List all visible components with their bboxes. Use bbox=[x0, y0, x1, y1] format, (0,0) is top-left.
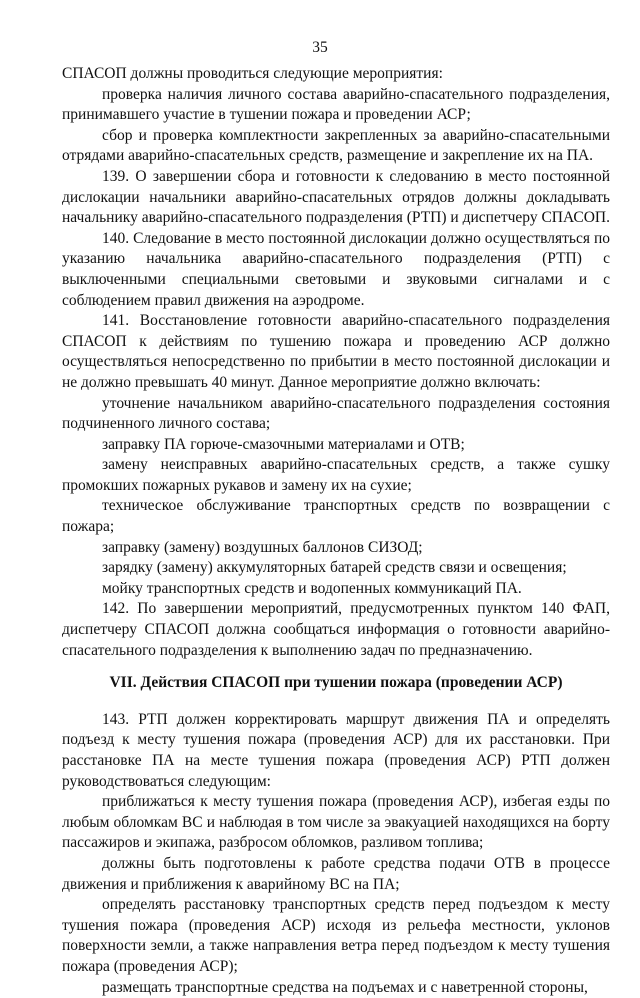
paragraph: уточнение начальником аварийно-спасательного подразделения состояния подчиненного личного состава; bbox=[62, 394, 610, 433]
paragraph: мойку транспортных средств и водопенных коммуникаций ПА. bbox=[102, 579, 522, 597]
paragraph: 141. Восстановление готовности аварийно-спасательного подразделения СПАСОП к действиям по тушению пожара и проведению АСР должно осуществляться непосредственно по прибытии в место постоянной дислокации и не должно превышать 40 минут. Данное мероприятие должно включать: bbox=[62, 312, 610, 391]
paragraph: замену неисправных аварийно-спасательных средств, а также сушку промокших пожарных рукавов и замену их на сухие; bbox=[62, 456, 610, 494]
paragraph: СПАСОП должны проводиться следующие мероприятия: bbox=[62, 65, 443, 82]
paragraph: размещать транспортные средства на подъемах и с наветренной стороны, bbox=[102, 978, 588, 996]
paragraph: 140. Следование в место постоянной дислокации должно осуществляться по указанию начальника аварийно-спасательного подразделения (РТП) с выключенными специальными световыми и звуковыми сигналами и с соблюдением правил движения на аэродроме. bbox=[62, 229, 610, 309]
paragraph: определять расстановку транспортных средств перед подъездом к месту тушения пожара (проведения АСР) исходя из рельефа местности, уклонов поверхности земли, а также направления ветра перед подъездом к месту тушения пожара (проведения АСР); bbox=[62, 896, 610, 975]
paragraph: заправку ПА горюче-смазочными материалами и ОТВ; bbox=[102, 435, 465, 453]
paragraph: сбор и проверка комплектности закрепленных за аварийно-спасательными отрядами аварийно-спасательных средств, размещение и закрепление их на ПА. bbox=[62, 126, 610, 165]
paragraph: 139. О завершении сбора и готовности к следованию в место постоянной дислокации начальники аварийно-спасательных отрядов должны докладывать начальнику аварийно-спасательного подразделения (РТП) и диспетчеру СПАСОП. bbox=[62, 167, 610, 227]
section-heading: VII. Действия СПАСОП при тушении пожара (проведении АСР) bbox=[109, 674, 563, 692]
paragraph: заправку (замену) воздушных баллонов СИЗОД; bbox=[102, 538, 423, 556]
paragraph: 143. РТП должен корректировать маршрут движения ПА и определять подъезд к месту тушения пожара (проведения АСР) для их расстановки. При расстановке ПА на месте тушения пожара (проведения АСР) РТП должен руководствоваться следующим: bbox=[62, 710, 610, 790]
paragraph: 142. По завершении мероприятий, предусмотренных пунктом 140 ФАП, диспетчеру СПАСОП должна сообщаться информация о готовности аварийно-спасательного подразделения к выполнению задач по предназначению. bbox=[62, 600, 610, 659]
paragraph: техническое обслуживание транспортных средств по возвращении с пожара; bbox=[62, 497, 610, 536]
document-body bbox=[62, 64, 610, 998]
paragraph: должны быть подготовлены к работе средства подачи ОТВ в процессе движения и приближения к аварийному ВС на ПА; bbox=[62, 854, 610, 893]
paragraphs-after-heading bbox=[62, 710, 610, 998]
paragraph: проверка наличия личного состава аварийно-спасательного подразделения, принимавшего участие в тушении пожара и проведении АСР; bbox=[62, 85, 610, 124]
paragraphs-before-heading bbox=[62, 64, 610, 661]
paragraph: зарядку (замену) аккумуляторных батарей средств связи и освещения; bbox=[102, 559, 567, 577]
page-number: 35 bbox=[312, 39, 328, 56]
paragraph: приближаться к месту тушения пожара (проведения АСР), избегая езды по любым обломкам ВС и наблюдая в том числе за эвакуацией находящихся на борту пассажиров и экипажа, разбросом обломков, разливом топлива; bbox=[62, 793, 610, 852]
